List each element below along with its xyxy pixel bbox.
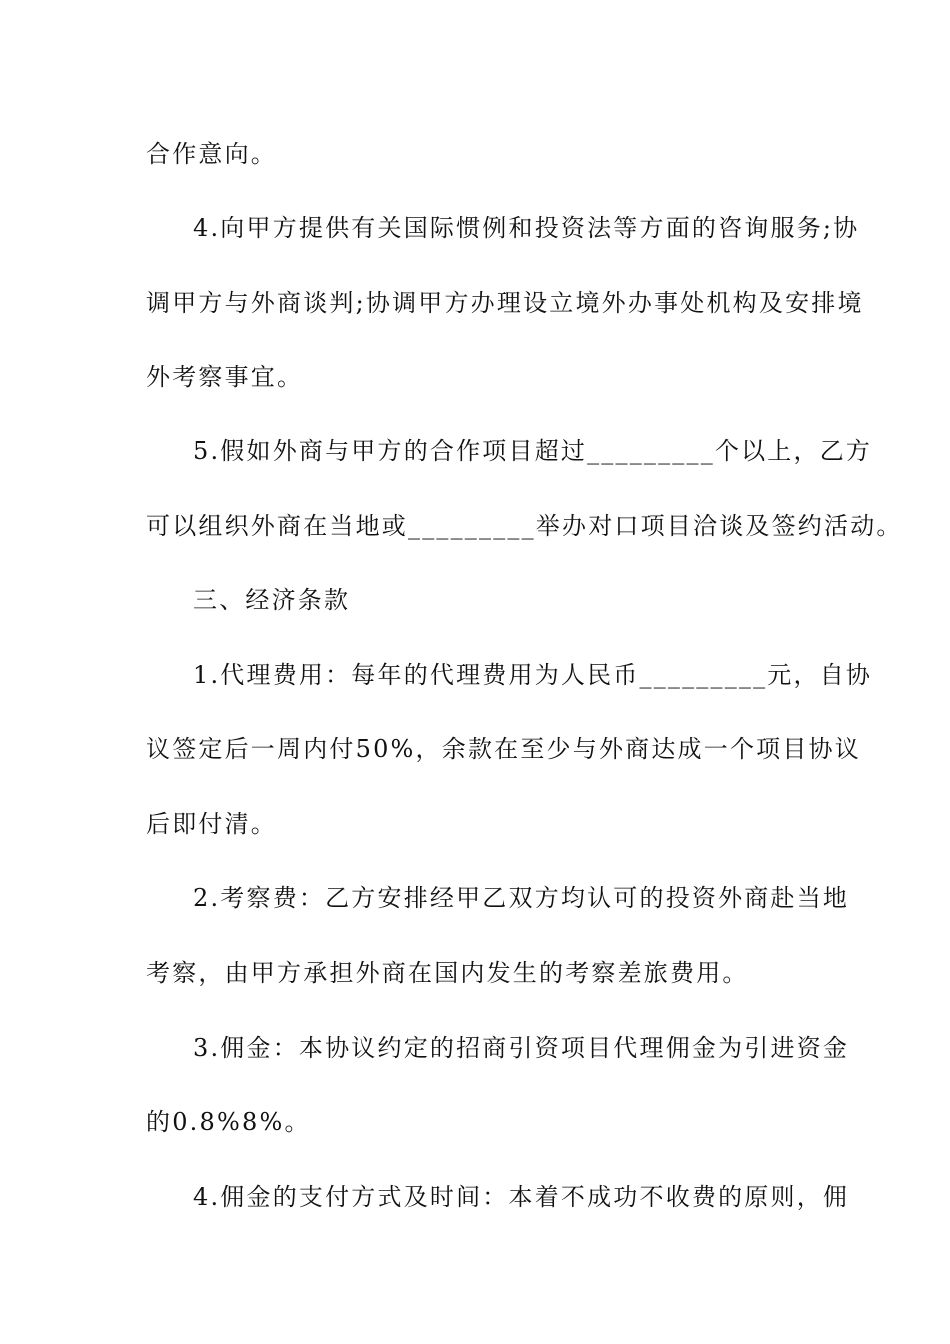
text-line: 议签定后一周内付50%，余款在至少与外商达成一个项目协议 xyxy=(146,735,861,763)
text-line: 的0.8%8%。 xyxy=(146,1108,311,1136)
text-line: 合作意向。 xyxy=(146,140,277,168)
text-line: 后即付清。 xyxy=(146,810,277,838)
text-line: 可以组织外商在当地或_________举办对口项目洽谈及签约活动。 xyxy=(146,512,903,540)
text-line: 调甲方与外商谈判;协调甲方办理设立境外办事处机构及安排境 xyxy=(146,289,864,317)
text-line: 外考察事宜。 xyxy=(146,363,304,391)
text-line: 1.代理费用：每年的代理费用为人民币_________元，自协 xyxy=(193,661,873,689)
text-line: 4.佣金的支付方式及时间：本着不成功不收费的原则，佣 xyxy=(193,1183,850,1211)
text-line: 5.假如外商与甲方的合作项目超过_________个以上，乙方 xyxy=(193,437,873,465)
text-line: 考察，由甲方承担外商在国内发生的考察差旅费用。 xyxy=(146,959,749,987)
text-line: 3.佣金：本协议约定的招商引资项目代理佣金为引进资金 xyxy=(193,1034,850,1062)
section-heading: 三、经济条款 xyxy=(193,586,351,614)
text-line: 2.考察费：乙方安排经甲乙双方均认可的投资外商赴当地 xyxy=(193,884,850,912)
text-line: 4.向甲方提供有关国际惯例和投资法等方面的咨询服务;协 xyxy=(193,214,860,242)
